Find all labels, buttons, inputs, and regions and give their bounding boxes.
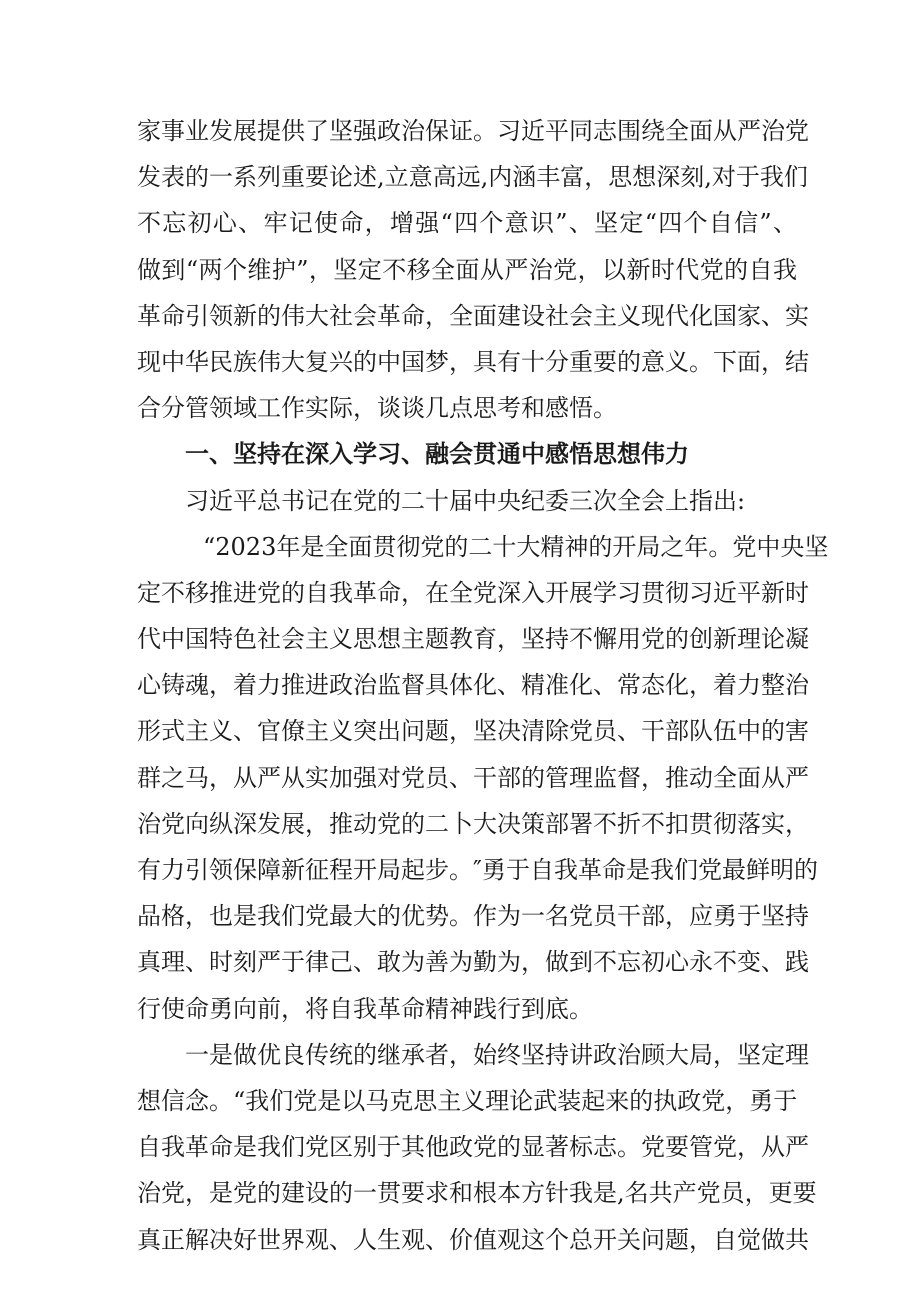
document-body — [137, 108, 829, 1263]
text-line: 有力引领保障新征程开局起步。″勇于自我革命是我们党最鲜明的 — [137, 856, 818, 884]
text-line: 真正解决好世界观、人生观、价值观这个总开关问题，自觉做共 — [137, 1225, 809, 1254]
text-line: 不忘初心、牢记使命，增强“四个意识”、坚定“四个自信”、 — [137, 209, 797, 238]
text-line: 想信念。“我们党是以马克思主义理论武装起来的执政党，勇于 — [137, 1086, 798, 1115]
text-line: 发表的一系列重要论述,立意高远,内涵丰富，思想深刻,对于我们 — [137, 163, 808, 192]
quote-line: 形式主义、官僚主义突出问题，坚决清除党员、干部队伍中的害 — [137, 717, 809, 746]
quote-line: 定不移推进党的自我革命，在全党深入开展学习贯彻习近平新时 — [137, 578, 809, 607]
text-line: 做到“两个维护”，坚定不移全面从严治党，以新时代党的自我 — [137, 255, 797, 284]
quote-line: 治党向纵深发展，推动党的二卜大决策部署不折不扣贯彻落实， — [137, 809, 809, 838]
text-line: 家事业发展提供了坚强政治保证。习近平同志围绕全面从严治党 — [137, 117, 809, 145]
text-line: 一是做优良传统的继承者，始终坚持讲政治顾大局，坚定理 — [185, 1040, 809, 1069]
text-line: 合分管领域工作实际，谈谈几点思考和感悟。 — [137, 394, 617, 423]
quote-line: 心铸魂，着力推进政治监督具体化、精准化、常态化，着力整治 — [137, 671, 809, 700]
text-line: 治党，是党的建设的一贯要求和根本方针我是,名共产党员，更要 — [137, 1179, 817, 1208]
section-heading: 一、坚持在深入学习、融会贯通中感悟思想伟力 — [185, 439, 689, 469]
text-line: 真理、时刻严于律己、敢为善为勤为，做到不忘初心永不变、践 — [137, 948, 809, 977]
quote-line: 群之马，从严从实加强对党员、干部的管理监督，推动全面从严 — [137, 763, 809, 792]
text-line: 品格，也是我们党最大的优势。作为一名党员干部，应勇于坚持 — [137, 902, 809, 931]
quote-line: “2023年是全面贯彻党的二十大精神的开局之年。党中央坚 — [203, 532, 829, 561]
text-line: 革命引领新的伟大社会革命，全面建设社会主义现代化国家、实 — [137, 301, 809, 330]
quote-line: 代中国特色社会主义思想主题教育，坚持不懈用党的创新理论凝 — [137, 625, 809, 654]
text-line: 自我革命是我们党区别于其他政党的显著标志。党要管党，从严 — [137, 1133, 809, 1162]
text-line: 现中华民族伟大复兴的中国梦，具有十分重要的意义。下面，结 — [137, 347, 809, 376]
text-line: 行使命勇向前，将自我革命精神践行到底。 — [137, 994, 593, 1023]
text-line: 习近平总书记在党的二十届中央纪委三次全会上指出: — [185, 486, 746, 515]
